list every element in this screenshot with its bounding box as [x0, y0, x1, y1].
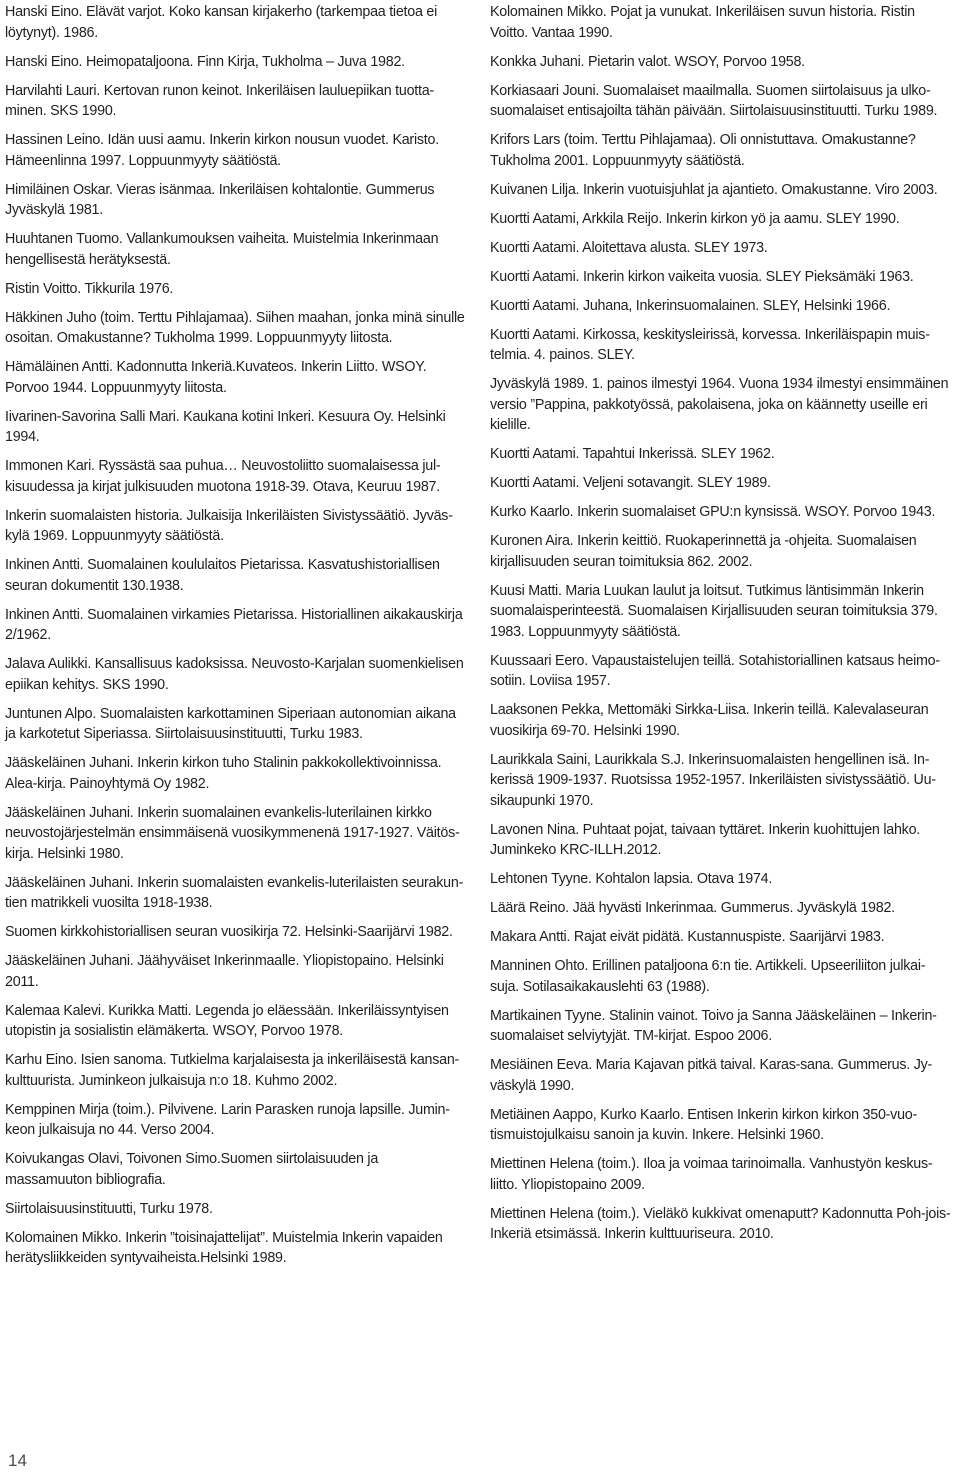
bibliography-entry: Juntunen Alpo. Suomalaisten karkottaminen Siperiaan autonomian aikana ja karkotetut Siperiassa. Siirtolaisuusinstituutti, Turku 1983.: [5, 705, 456, 742]
bibliography-entry: Kuortti Aatami. Inkerin kirkon vaikeita vuosia. SLEY Pieksämäki 1963.: [490, 268, 914, 285]
bibliography-entry: Kurko Kaarlo. Inkerin suomalaiset GPU:n kynsissä. WSOY. Porvoo 1943.: [490, 504, 936, 520]
bibliography-entry: Jalava Aulikki. Kansallisuus kadoksissa. Neuvosto-Karjalan suomenkielisen epiikan kehitys. SKS 1990.: [5, 656, 464, 693]
bibliography-entry: Kuortti Aatami, Arkkila Reijo. Inkerin kirkon yö ja aamu. SLEY 1990.: [490, 210, 900, 227]
bibliography-entry: Kuortti Aatami. Kirkossa, keskitysleirissä, korvessa. Inkeriläispapin muis-telmia. 4. painos. SLEY.: [490, 326, 930, 363]
bibliography-entry: Siirtolaisuusinstituutti, Turku 1978.: [5, 1200, 213, 1217]
bibliography-entry: Kolomainen Mikko. Pojat ja vunukat. Inkeriläisen suvun historia. Ristin Voitto. Vantaa 1990.: [490, 4, 915, 41]
bibliography-entry: Iivarinen-Savorina Salli Mari. Kaukana kotini Inkeri. Kesuura Oy. Helsinki 1994.: [5, 408, 446, 445]
bibliography-entry: Inkerin suomalaisten historia. Julkaisija Inkeriläisten Sivistyssäätiö. Jyväs-kylä 1969. Loppuunmyyty säätiöstä.: [5, 507, 453, 544]
bibliography-entry: Manninen Ohto. Erillinen pataljoona 6:n tie. Artikkeli. Upseeriliiton julkai-suja. Sotilasaikakauslehti 63 (1988).: [490, 958, 926, 995]
bibliography-entry: Jääskeläinen Juhani. Inkerin suomalainen evankelis-luterilainen kirkko neuvostojärjestelmän ensimmäisenä vuosikymmenenä 1917-1927. Väitös-kirja. Helsinki 1980.: [5, 804, 460, 862]
bibliography-entry: Inkinen Antti. Suomalainen virkamies Pietarissa. Historiallinen aikakauskirja 2/1962.: [5, 606, 463, 643]
bibliography-entry: Kuussaari Eero. Vapaustaistelujen teillä. Sotahistoriallinen katsaus heimo-sotiin. Loviisa 1957.: [490, 652, 940, 689]
bibliography-entry: Kuortti Aatami. Aloitettava alusta. SLEY 1973.: [490, 239, 768, 256]
bibliography-entry: Suomen kirkkohistoriallisen seuran vuosikirja 72. Helsinki-Saarijärvi 1982.: [5, 924, 453, 940]
bibliography-entry: Jääskeläinen Juhani. Inkerin suomalaisten evankelis-luterilaisten seurakun-tien matrikkeli vuosilta 1918-1938.: [5, 874, 464, 911]
bibliography-entry: Kemppinen Mirja (toim.). Pilvivene. Larin Parasken runoja lapsille. Jumin-keon julkaisuja no 44. Verso 2004.: [5, 1101, 450, 1138]
right-column: [490, 2, 954, 1253]
bibliography-entry: Kuusi Matti. Maria Luukan laulut ja loitsut. Tutkimus läntisimmän Inkerin suomalaisperinteestä. Suomalaisen Kirjallisuuden seuran toimituksia 379. 1983. Loppuunmyyty säätiöstä.: [490, 582, 938, 640]
bibliography-entry: Läärä Reino. Jää hyvästi Inkerinmaa. Gummerus. Jyväskylä 1982.: [490, 900, 895, 916]
bibliography-entry: Karhu Eino. Isien sanoma. Tutkielma karjalaisesta ja inkeriläisestä kansan-kulttuurista. Juminkeon julkaisuja n:o 18. Kuhmo 2002.: [5, 1052, 460, 1089]
bibliography-entry: Kolomainen Mikko. Inkerin ”toisinajattelijat”. Muistelmia Inkerin vapaiden herätysliikkeiden syntyvaiheista.Helsinki 1989.: [5, 1229, 443, 1266]
bibliography-entry: Hassinen Leino. Idän uusi aamu. Inkerin kirkon nousun vuodet. Karisto. Hämeenlinna 1997. Loppuunmyyty säätiöstä.: [5, 132, 439, 169]
bibliography-entry: Lavonen Nina. Puhtaat pojat, taivaan tyttäret. Inkerin kuohittujen lahko. Juminkeko KRC-ILLH.2012.: [490, 821, 921, 858]
bibliography-entry: Kuortti Aatami. Tapahtui Inkerissä. SLEY 1962.: [490, 446, 775, 462]
bibliography-entry: Häkkinen Juho (toim. Terttu Pihlajamaa). Siihen maahan, jonka minä sinulle osoitan. Omakustanne? Tukholma 1999. Loppuunmyyty liitosta.: [5, 309, 465, 346]
bibliography-entry: Miettinen Helena (toim.). Vieläkö kukkivat omenaputt? Kadonnutta Poh-jois-Inkeriä etsimässä. Inkerin kulttuuriseura. 2010.: [490, 1205, 951, 1242]
bibliography-entry: Kuivanen Lilja. Inkerin vuotuisjuhlat ja ajantieto. Omakustanne. Viro 2003.: [490, 181, 938, 198]
bibliography-entry: Inkinen Antti. Suomalainen koululaitos Pietarissa. Kasvatushistoriallisen seuran dokumentit 130.1938.: [5, 557, 440, 594]
bibliography-entry: Huuhtanen Tuomo. Vallankumouksen vaiheita. Muistelmia Inkerinmaan hengellisestä herätyksestä.: [5, 231, 439, 268]
bibliography-entry: Laaksonen Pekka, Mettomäki Sirkka-Liisa. Inkerin teillä. Kalevalaseuran vuosikirja 69-70. Helsinki 1990.: [490, 702, 929, 739]
bibliography-entry: Kuortti Aatami. Veljeni sotavangit. SLEY 1989.: [490, 475, 771, 491]
bibliography-entry: Jääskeläinen Juhani. Inkerin kirkon tuho Stalinin pakkokollektivoinnissa. Alea-kirja. Painoyhtymä Oy 1982.: [5, 755, 442, 792]
bibliography-entry: Hanski Eino. Elävät varjot. Koko kansan kirjakerho (tarkempaa tietoa ei löytynyt). 1986.: [5, 4, 438, 41]
page-number: 14: [8, 1451, 27, 1470]
left-column: [5, 2, 467, 1277]
bibliography-entry: Lehtonen Tyyne. Kohtalon lapsia. Otava 1974.: [490, 871, 773, 887]
bibliography-entry: Konkka Juhani. Pietarin valot. WSOY, Porvoo 1958.: [490, 53, 805, 70]
bibliography-entry: Jyväskylä 1989. 1. painos ilmestyi 1964. Vuona 1934 ilmestyi ensimmäinen versio ”Pappina, pakkotyössä, pakolaisena, joka on käännetty useille eri kielille.: [490, 376, 949, 433]
bibliography-entry: Krifors Lars (toim. Terttu Pihlajamaa). Oli onnistuttava. Omakustanne? Tukholma 2001. Loppuunmyyty säätiöstä.: [490, 132, 916, 169]
bibliography-entry: Martikainen Tyyne. Stalinin vainot. Toivo ja Sanna Jääskeläinen – Inkerin-suomalaiset selviytyjät. TM-kirjat. Espoo 2006.: [490, 1007, 937, 1044]
bibliography-entry: Immonen Kari. Ryssästä saa puhua… Neuvostoliitto suomalaisessa jul-kisuudessa ja kirjat julkisuuden muotona 1918-39. Otava, Keuruu 1987.: [5, 458, 441, 495]
bibliography-entry: Laurikkala Saini, Laurikkala S.J. Inkerinsuomalaisten hengellinen isä. In-kerissä 1909-1937. Ruotsissa 1952-1957. Inkeriläisten sivistyssäätiö. Uu-sikaupunki 1970.: [490, 751, 936, 809]
bibliography-entry: Kuortti Aatami. Juhana, Inkerinsuomalainen. SLEY, Helsinki 1966.: [490, 297, 891, 314]
bibliography-entry: Korkiasaari Jouni. Suomalaiset maailmalla. Suomen siirtolaisuus ja ulko-suomalaiset entisajoilta tähän päivään. Siirtolaisuusinstituutti. Turku 1989.: [490, 82, 938, 119]
bibliography-entry: Koivukangas Olavi, Toivonen Simo.Suomen siirtolaisuuden ja massamuuton bibliografia.: [5, 1151, 379, 1188]
bibliography-entry: Himiläinen Oskar. Vieras isänmaa. Inkeriläisen kohtalontie. Gummerus Jyväskylä 1981.: [5, 181, 435, 218]
bibliography-entry: Ristin Voitto. Tikkurila 1976.: [5, 280, 174, 297]
bibliography-entry: Makara Antti. Rajat eivät pidätä. Kustannuspiste. Saarijärvi 1983.: [490, 929, 885, 945]
bibliography-entry: Kalemaa Kalevi. Kurikka Matti. Legenda jo eläessään. Inkeriläissyntyisen utopistin ja sosialistin elämäkerta. WSOY, Porvoo 1978.: [5, 1002, 449, 1039]
bibliography-entry: Jääskeläinen Juhani. Jäähyväiset Inkerinmaalle. Yliopistopaino. Helsinki 2011.: [5, 953, 444, 990]
bibliography-entry: Hämäläinen Antti. Kadonnutta Inkeriä.Kuvateos. Inkerin Liitto. WSOY. Porvoo 1944. Loppuunmyyty liitosta.: [5, 359, 427, 396]
bibliography-entry: Miettinen Helena (toim.). Iloa ja voimaa tarinoimalla. Vanhustyön keskus-liitto. Yliopistopaino 2009.: [490, 1156, 933, 1193]
bibliography-entry: Mesiäinen Eeva. Maria Kajavan pitkä taival. Karas-sana. Gummerus. Jy-väskylä 1990.: [490, 1057, 933, 1094]
bibliography-entry: Metiäinen Aappo, Kurko Kaarlo. Entisen Inkerin kirkon kirkon 350-vuo-tismuistojulkaisu sanoin ja kuvin. Inkere. Helsinki 1960.: [490, 1106, 917, 1143]
bibliography-entry: Hanski Eino. Heimopataljoona. Finn Kirja, Tukholma – Juva 1982.: [5, 53, 405, 70]
bibliography-entry: Harvilahti Lauri. Kertovan runon keinot. Inkeriläisen lauluepiikan tuotta-minen. SKS 1990.: [5, 82, 434, 119]
bibliography-entry: Kuronen Aira. Inkerin keittiö. Ruokaperinnettä ja -ohjeita. Suomalaisen kirjallisuuden seuran toimituksia 862. 2002.: [490, 533, 917, 570]
